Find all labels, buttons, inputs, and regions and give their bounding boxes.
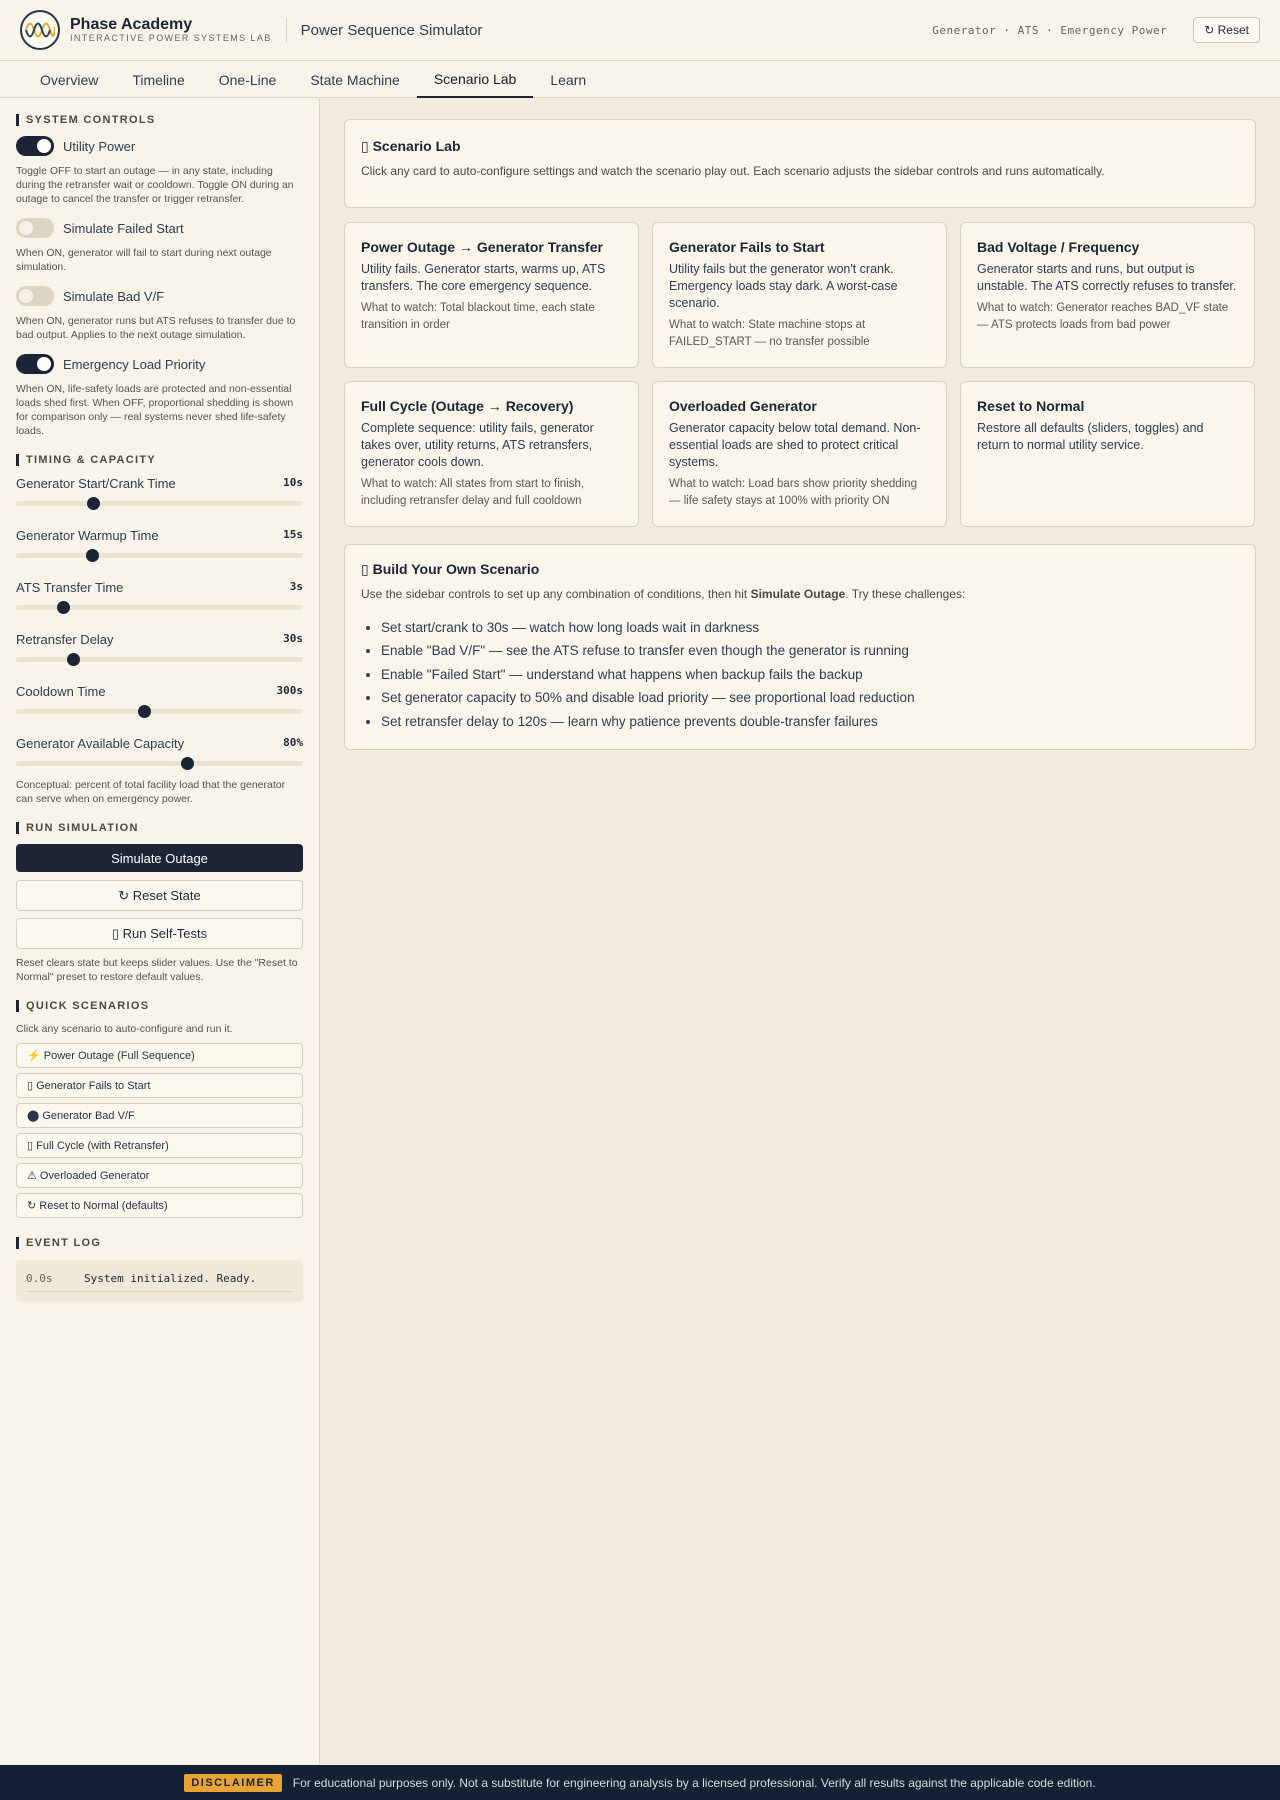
simulate-outage-button[interactable]: Simulate Outage (16, 844, 303, 872)
scenario-card-title: Power Outage → Generator Transfer (361, 239, 603, 255)
build-text-strong: Simulate Outage (750, 587, 846, 601)
reset-state-button[interactable]: ↻ Reset State (16, 880, 303, 911)
quick-scenarios-help: Click any scenario to auto-configure and run it. (16, 1023, 233, 1035)
scenario-card-title: Reset to Normal (977, 398, 1085, 414)
quick-bad-vf-button[interactable]: ⬤ Generator Bad V/F (16, 1103, 303, 1128)
scenario-card-title: Overloaded Generator (669, 398, 817, 414)
challenge-item: • Set start/crank to 30s — watch how long loads wait in darkness (381, 616, 1239, 639)
retransfer-delay-value: 30s (283, 632, 303, 645)
retransfer-delay-label: Retransfer Delay (16, 632, 114, 647)
scenario-lab-intro (344, 119, 1256, 208)
challenge-item: • Set generator capacity to 50% and disable load priority — see proportional load reduction (381, 686, 1239, 709)
build-your-own-card (344, 544, 1256, 750)
run-simulation-title: RUN SIMULATION (16, 822, 303, 834)
app-title: Power Sequence Simulator (300, 21, 483, 39)
ats-transfer-value: 3s (289, 580, 303, 593)
warmup-time-thumb[interactable] (86, 549, 99, 562)
disclaimer-footer (0, 1765, 1280, 1800)
scenario-card-desc: Utility fails. Generator starts, warms up, ATS transfers. The core emergency sequence. (361, 262, 606, 293)
header-reset-button[interactable]: ↻ Reset (1193, 17, 1260, 43)
challenge-item: • Enable "Bad V/F" — see the ATS refuse to transfer even though the generator is running (381, 639, 1239, 662)
sidebar (0, 98, 320, 1764)
crank-time-slider[interactable] (16, 501, 303, 506)
capacity-value: 80% (283, 736, 303, 749)
crank-time-thumb[interactable] (87, 497, 100, 510)
sine-wave-icon (25, 19, 55, 41)
ats-transfer-label: ATS Transfer Time (16, 580, 124, 595)
crank-time-value: 10s (283, 476, 303, 489)
ats-transfer-slider[interactable] (16, 605, 303, 610)
scenario-card-desc: Generator capacity below total demand. Non-essential loads are shed to protect critical systems. (669, 421, 921, 469)
brand-logo (20, 10, 60, 50)
retransfer-delay-slider[interactable] (16, 657, 303, 662)
quick-fails-to-start-button[interactable]: ▯ Generator Fails to Start (16, 1073, 303, 1098)
failed-start-help: When ON, generator will fail to start during next outage simulation. (16, 247, 272, 273)
build-text-before: Use the sidebar controls to set up any combination of conditions, then hit (361, 587, 751, 601)
capacity-slider[interactable] (16, 761, 303, 766)
scenario-card-title: Full Cycle (Outage → Recovery) (361, 398, 574, 414)
bad-vf-toggle[interactable] (16, 286, 54, 306)
event-log (16, 1260, 303, 1302)
scenario-card-desc: Generator starts and runs, but output is unstable. The ATS correctly refuses to transfer. (977, 262, 1237, 293)
scenario-card-bad-vf[interactable] (960, 222, 1255, 368)
disclaimer-text: For educational purposes only. Not a substitute for engineering analysis by a licensed professional. Verify all results against the applicable code edition. (292, 1775, 1096, 1790)
tab-scenario-lab[interactable]: Scenario Lab (417, 61, 534, 98)
header-meta: Generator · ATS · Emergency Power (932, 23, 1168, 37)
capacity-help: Conceptual: percent of total facility load that the generator can serve when on emergency power. (16, 779, 286, 805)
scenario-card-desc: Complete sequence: utility fails, generator takes over, utility returns, ATS retransfers, generator cools down. (361, 421, 594, 469)
quick-reset-normal-button[interactable]: ↻ Reset to Normal (defaults) (16, 1193, 303, 1218)
log-time: 0.0s (26, 1272, 53, 1285)
scenario-card-desc: Restore all defaults (sliders, toggles) and return to normal utility service. (977, 421, 1204, 452)
timing-title: TIMING & CAPACITY (16, 454, 303, 466)
tab-timeline[interactable]: Timeline (132, 71, 185, 88)
bad-vf-label: Simulate Bad V/F (63, 288, 165, 304)
load-priority-label: Emergency Load Priority (63, 356, 206, 372)
app-header (0, 0, 1280, 61)
load-priority-toggle[interactable] (16, 354, 54, 374)
scenario-card-fails-to-start[interactable] (652, 222, 947, 368)
capacity-thumb[interactable] (181, 757, 194, 770)
failed-start-label: Simulate Failed Start (63, 220, 184, 236)
scenario-lab-text: Click any card to auto-configure settings and watch the scenario play out. Each scenario adjusts the sidebar controls and runs automatically. (361, 164, 1105, 178)
tab-one-line[interactable]: One-Line (218, 71, 277, 88)
system-controls-title: SYSTEM CONTROLS (16, 114, 303, 126)
scenario-card-watch: What to watch: Total blackout time, each state transition in order (361, 302, 595, 331)
warmup-time-label: Generator Warmup Time (16, 528, 159, 543)
challenge-item: • Enable "Failed Start" — understand what happens when backup fails the backup (381, 663, 1239, 686)
bad-vf-help: When ON, generator runs but ATS refuses to transfer due to bad output. Applies to the next outage simulation. (16, 315, 296, 341)
disclaimer-badge: DISCLAIMER (184, 1774, 281, 1792)
build-text (361, 586, 1239, 603)
quick-full-cycle-button[interactable]: ▯ Full Cycle (with Retransfer) (16, 1133, 303, 1158)
challenge-list (361, 616, 1239, 733)
brand (70, 17, 287, 43)
quick-overloaded-button[interactable]: ⚠ Overloaded Generator (16, 1163, 303, 1188)
scenario-card-watch: What to watch: State machine stops at FAILED_START — no transfer possible (669, 319, 870, 348)
tab-overview[interactable]: Overview (40, 71, 99, 88)
load-priority-help: When ON, life-safety loads are protected and non-essential loads shed first. When OFF, proportional shedding is shown for comparison only — real systems never shed life-safety loads. (16, 383, 294, 437)
scenario-grid (344, 222, 1256, 527)
utility-power-toggle[interactable] (16, 136, 54, 156)
capacity-label: Generator Available Capacity (16, 736, 185, 751)
ats-transfer-thumb[interactable] (57, 601, 70, 614)
cooldown-time-slider[interactable] (16, 709, 303, 714)
run-help: Reset clears state but keeps slider values. Use the "Reset to Normal" preset to restore default values. (16, 957, 298, 983)
tab-bar (0, 61, 1280, 98)
scenario-card-title: Bad Voltage / Frequency (977, 239, 1140, 255)
log-message: System initialized. Ready. (84, 1272, 257, 1285)
warmup-time-slider[interactable] (16, 553, 303, 558)
crank-time-label: Generator Start/Crank Time (16, 476, 176, 491)
tab-state-machine[interactable]: State Machine (310, 71, 400, 88)
scenario-card-full-cycle[interactable] (344, 381, 639, 527)
challenge-item: • Set retransfer delay to 120s — learn why patience prevents double-transfer failures (381, 710, 1239, 733)
quick-scenarios-title: QUICK SCENARIOS (16, 1000, 303, 1012)
failed-start-toggle[interactable] (16, 218, 54, 238)
brand-subtitle: INTERACTIVE POWER SYSTEMS LAB (70, 33, 272, 43)
scenario-card-power-outage[interactable] (344, 222, 639, 368)
scenario-card-watch: What to watch: Generator reaches BAD_VF state — ATS protects loads from bad power (977, 302, 1229, 331)
brand-name: Phase Academy (70, 16, 193, 33)
scenario-card-reset-normal[interactable] (960, 381, 1255, 527)
self-test-button[interactable]: ▯ Run Self-Tests (16, 918, 303, 949)
retransfer-delay-thumb[interactable] (67, 653, 80, 666)
scenario-lab-title: ▯ Scenario Lab (361, 138, 461, 154)
cooldown-time-thumb[interactable] (138, 705, 151, 718)
build-title: ▯ Build Your Own Scenario (361, 561, 540, 577)
scenario-card-watch: What to watch: Load bars show priority shedding — life safety stays at 100% with priority ON (669, 478, 918, 507)
scenario-card-watch: What to watch: All states from start to finish, including retransfer delay and full cooldown (361, 478, 585, 507)
scenario-card-desc: Utility fails but the generator won't crank. Emergency loads stay dark. A worst-case scenario. (669, 262, 898, 310)
warmup-time-value: 15s (283, 528, 303, 541)
event-log-title: EVENT LOG (16, 1237, 303, 1249)
utility-power-label: Utility Power (63, 138, 136, 154)
tab-learn[interactable]: Learn (550, 71, 587, 88)
quick-power-outage-button[interactable]: ⚡ Power Outage (Full Sequence) (16, 1043, 303, 1068)
cooldown-time-label: Cooldown Time (16, 684, 106, 699)
log-entry (26, 1272, 293, 1292)
main-content (320, 98, 1280, 1764)
build-text-after: . Try these challenges: (845, 587, 966, 601)
scenario-card-title: Generator Fails to Start (669, 239, 825, 255)
utility-power-help: Toggle OFF to start an outage — in any state, including during the retransfer wait or cooldown. Toggle ON during an outage to cancel the transfer or trigger retransfer. (16, 165, 294, 205)
scenario-card-overloaded[interactable] (652, 381, 947, 527)
cooldown-time-value: 300s (276, 684, 303, 697)
